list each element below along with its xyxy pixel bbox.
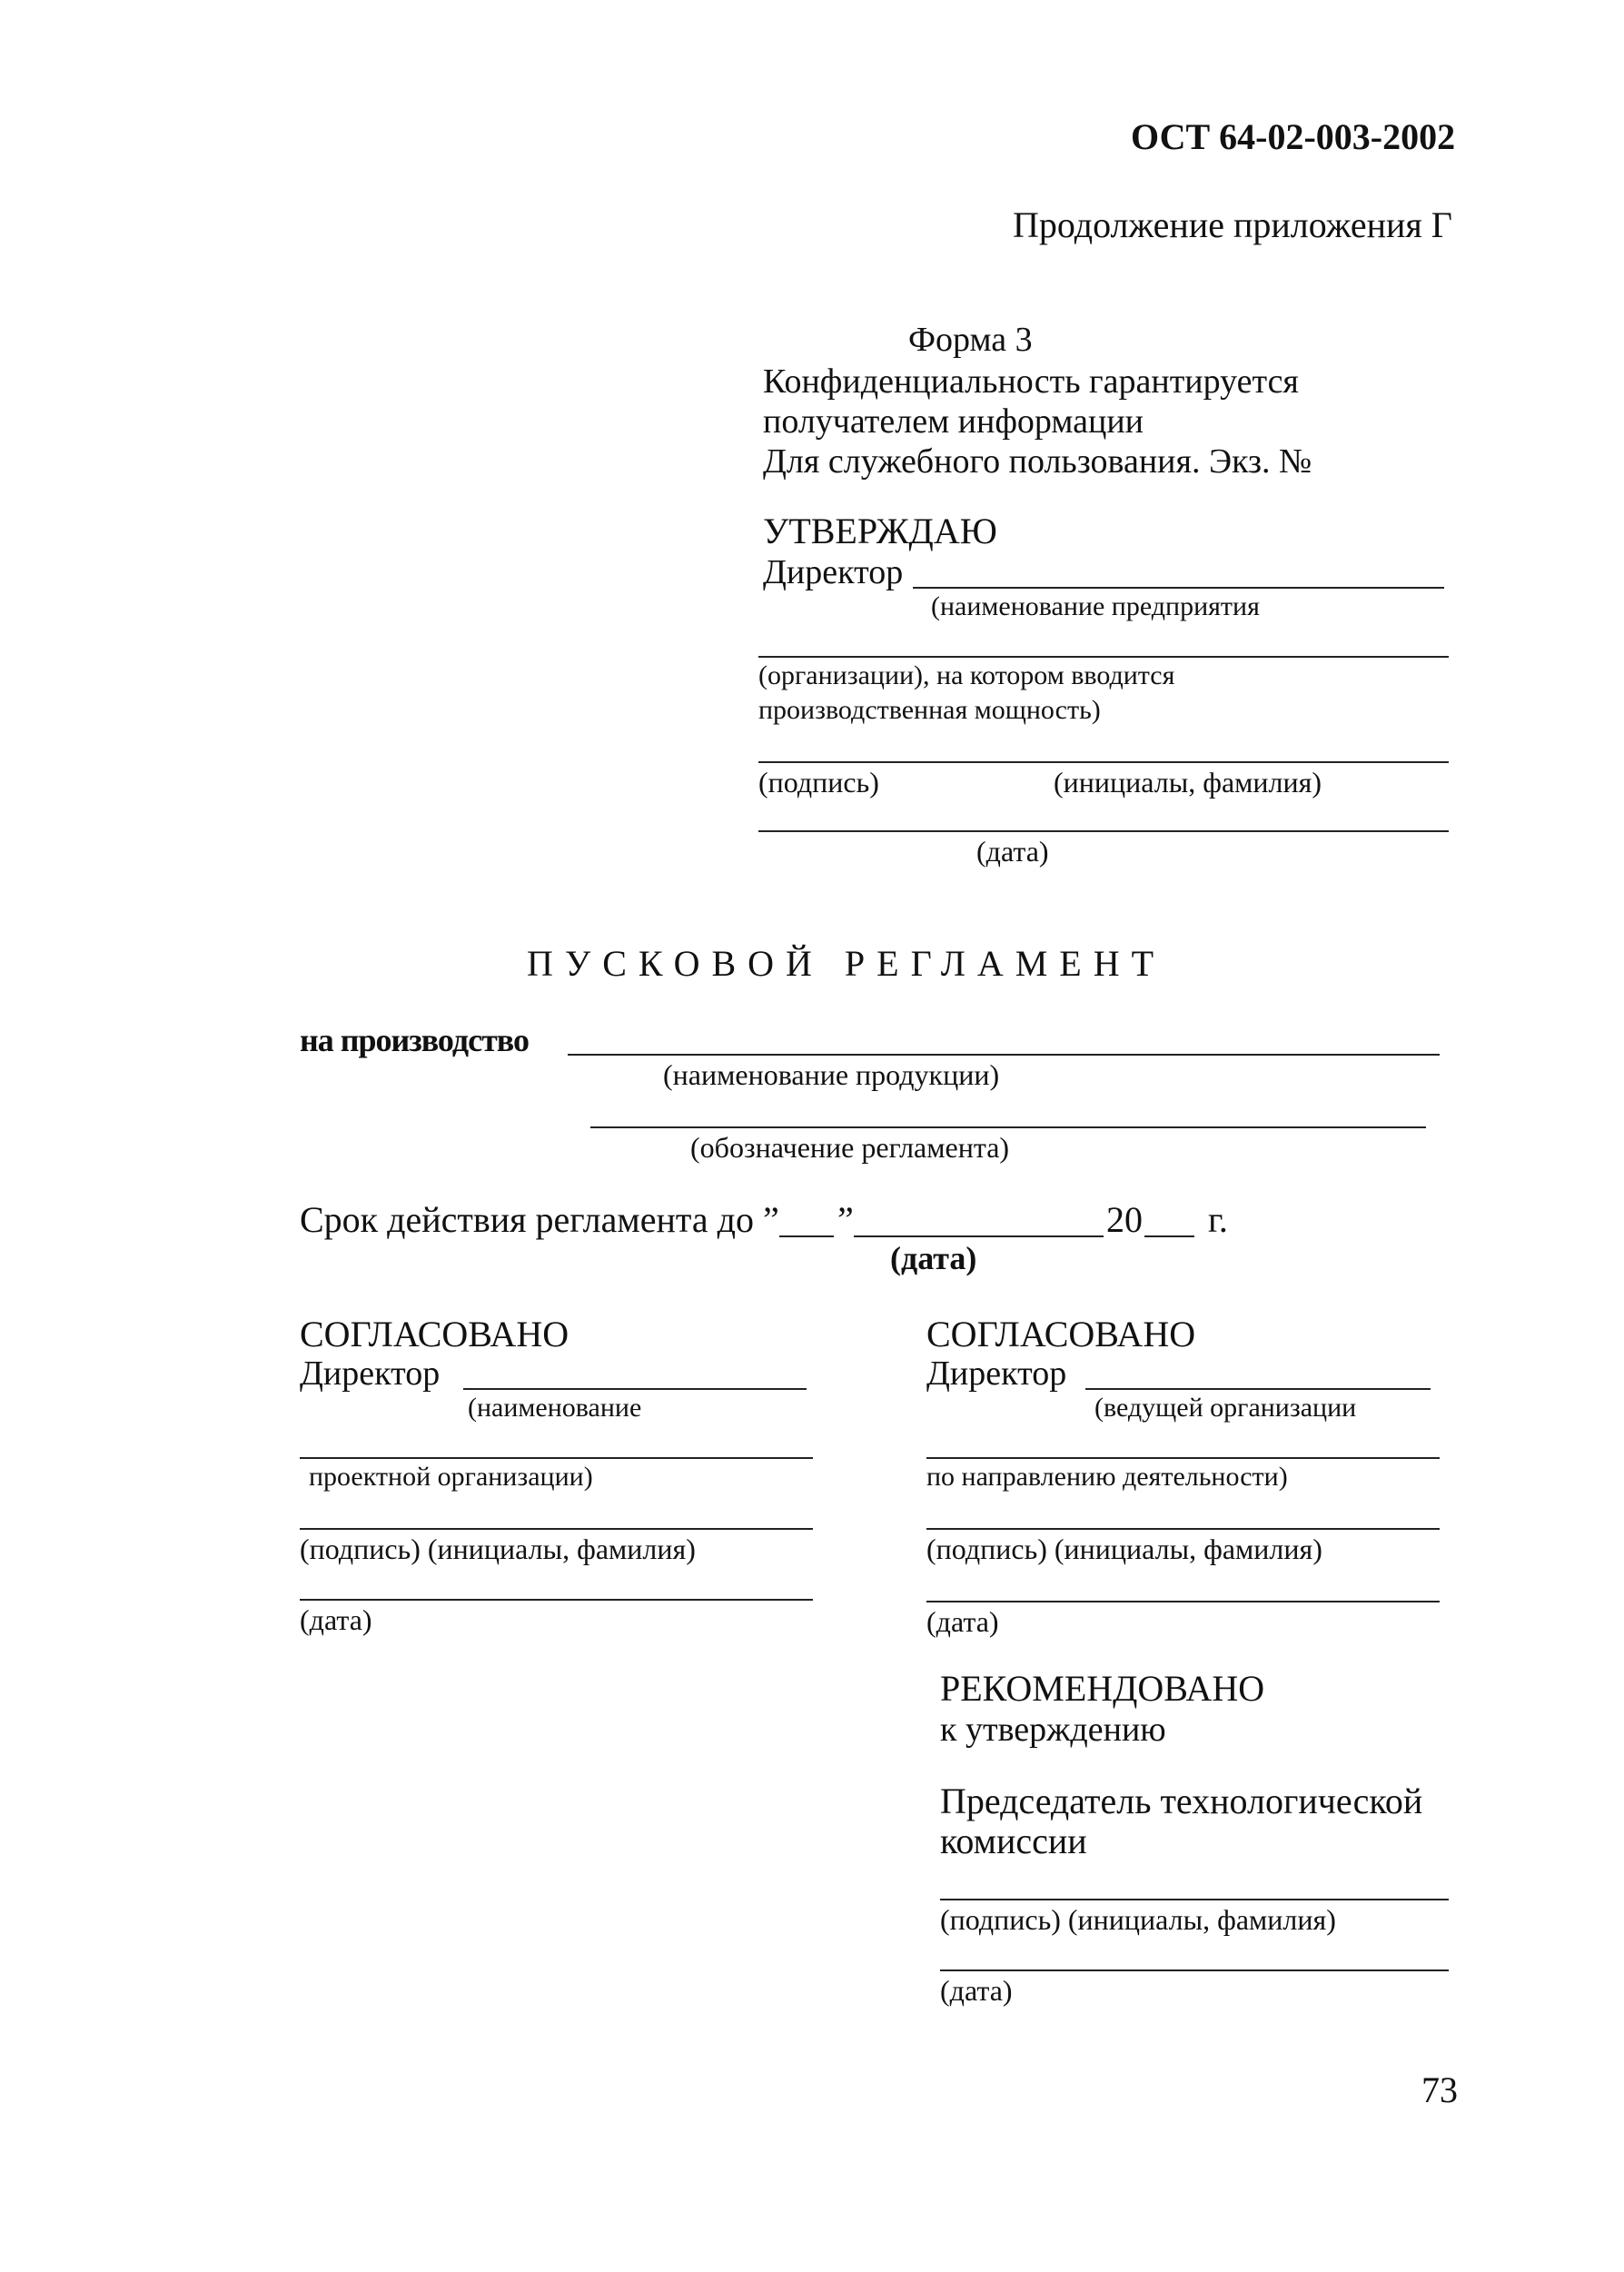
agreed-left-organization-hint: проектной организации) <box>309 1462 593 1492</box>
validity-year-line <box>1144 1235 1194 1237</box>
agreed-left-organization-line <box>300 1457 813 1459</box>
agreed-right-signature-hint: (подпись) (инициалы, фамилия) <box>926 1533 1322 1565</box>
agreed-left-name-line <box>463 1388 807 1390</box>
approve-enterprise-line <box>913 587 1444 589</box>
for-production-label: на производство <box>300 1022 529 1058</box>
approve-initials-hint: (инициалы, фамилия) <box>1054 766 1322 799</box>
agreed-right-date-line <box>926 1601 1440 1602</box>
agreed-right-name-hint: (ведущей организации <box>1094 1393 1357 1423</box>
agreed-left-signature-line <box>300 1528 813 1530</box>
agreed-left-name-hint: (наименование <box>468 1393 642 1423</box>
approve-organization-hint-1: (организации), на котором вводится <box>758 660 1175 690</box>
approve-date-hint: (дата) <box>976 835 1049 868</box>
validity-day-line <box>779 1235 834 1237</box>
agreed-left-date-hint: (дата) <box>300 1603 372 1636</box>
approve-organization-line <box>758 656 1449 658</box>
recommended-date-line <box>940 1969 1449 1971</box>
document-code: ОСТ 64-02-003-2002 <box>1131 116 1456 157</box>
appendix-continuation: Продолжение приложения Г <box>1013 204 1452 245</box>
agreed-right-signature-line <box>926 1528 1440 1530</box>
approve-signature-hint: (подпись) <box>758 766 879 799</box>
approve-title: УТВЕРЖДАЮ <box>763 511 997 551</box>
validity-prefix: Срок действия регламента до ” <box>300 1199 779 1240</box>
recommended-title: РЕКОМЕНДОВАНО <box>940 1668 1265 1709</box>
regulation-title: ПУСКОВОЙ РЕГЛАМЕНТ <box>527 943 1166 984</box>
confidentiality-line-3: Для служебного пользования. Экз. № <box>763 442 1312 481</box>
validity-month-line <box>854 1235 1104 1237</box>
agreed-right-title: СОГЛАСОВАНО <box>926 1314 1196 1354</box>
designation-line <box>590 1126 1426 1128</box>
approve-enterprise-hint: (наименование предприятия <box>931 591 1260 621</box>
recommended-signature-line <box>940 1899 1449 1900</box>
validity-date-hint: (дата) <box>890 1240 977 1276</box>
agreed-left-date-line <box>300 1599 813 1601</box>
approve-signature-line <box>758 761 1449 763</box>
agreed-left-signature-hint: (подпись) (инициалы, фамилия) <box>300 1533 696 1565</box>
product-name-line <box>568 1054 1440 1056</box>
recommended-subtitle: к утверждению <box>940 1711 1166 1749</box>
recommended-signature-hint: (подпись) (инициалы, фамилия) <box>940 1903 1336 1936</box>
approve-organization-hint-2: производственная мощность) <box>758 695 1101 725</box>
agreed-left-title: СОГЛАСОВАНО <box>300 1314 569 1354</box>
designation-hint: (обозначение регламента) <box>690 1131 1010 1164</box>
agreed-right-name-line <box>1085 1388 1431 1390</box>
agreed-right-organization-line <box>926 1457 1440 1459</box>
commission-chair-line-2: комиссии <box>940 1821 1087 1861</box>
approve-director-label: Директор <box>763 553 904 591</box>
agreed-left-director-label: Директор <box>300 1354 441 1393</box>
confidentiality-line-1: Конфиденциальность гарантируется <box>763 362 1299 401</box>
validity-year-suffix: г. <box>1208 1199 1228 1240</box>
recommended-date-hint: (дата) <box>940 1974 1013 2007</box>
confidentiality-line-2: получателем информации <box>763 402 1144 441</box>
agreed-right-director-label: Директор <box>926 1354 1067 1393</box>
page-number: 73 <box>1421 2069 1458 2110</box>
agreed-right-organization-hint: по направлению деятельности) <box>926 1462 1288 1492</box>
validity-closing-quote: ” <box>837 1199 854 1240</box>
approve-date-line <box>758 830 1449 832</box>
product-name-hint: (наименование продукции) <box>663 1058 1000 1091</box>
form-number: Форма 3 <box>908 321 1033 359</box>
commission-chair-line-1: Председатель технологической <box>940 1781 1423 1821</box>
validity-year-prefix: 20 <box>1106 1199 1143 1240</box>
agreed-right-date-hint: (дата) <box>926 1605 999 1638</box>
